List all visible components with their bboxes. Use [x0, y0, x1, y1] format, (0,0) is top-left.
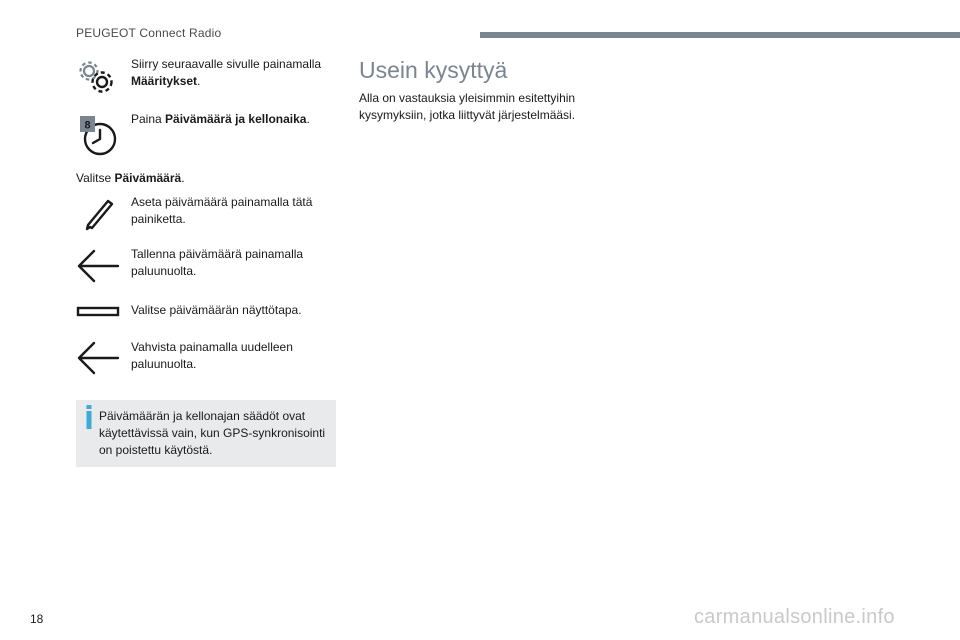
faq-intro: Alla on vastauksia yleisimmin esitettyihin kysymyksiin, jotka liittyvät järjestelmääsi. [359, 91, 576, 122]
header-bar [480, 32, 960, 38]
faq-heading: Usein kysyttyä [359, 57, 508, 83]
pencil-icon [82, 196, 118, 232]
header-title: PEUGEOT Connect Radio [76, 26, 222, 40]
substep-pencil-text: Aseta päivämäärä painamalla tätä painiketta. [131, 195, 313, 226]
substep-format-text: Valitse päivämäärän näyttötapa. [131, 303, 302, 317]
settings-gears-icon [76, 56, 116, 96]
clock-badge-number: 8 [84, 119, 91, 132]
back-arrow-icon [76, 248, 120, 284]
substep-confirm-text: Vahvista painamalla uudelleen paluunuolta. [131, 340, 293, 371]
info-icon [85, 405, 93, 429]
substep-save-text: Tallenna päivämäärä painamalla paluunuolta. [131, 247, 304, 278]
info-text: Päivämäärän ja kellonajan säädöt ovat käytettävissä vain, kun GPS-synkronisointi on poistettu käytöstä. [99, 409, 326, 457]
display-format-icon [76, 305, 120, 319]
select-date-line: Valitse Päivämäärä. [76, 171, 185, 185]
page-number: 18 [30, 612, 44, 626]
step-settings-text: Siirry seuraavalle sivulle painamalla Määritykset. [131, 57, 322, 88]
watermark: carmanualsonline.info [694, 606, 895, 628]
step-datetime-text: Paina Päivämäärä ja kellonaika. [131, 112, 310, 126]
back-arrow-icon [76, 340, 120, 376]
clock-8-icon [80, 116, 120, 158]
